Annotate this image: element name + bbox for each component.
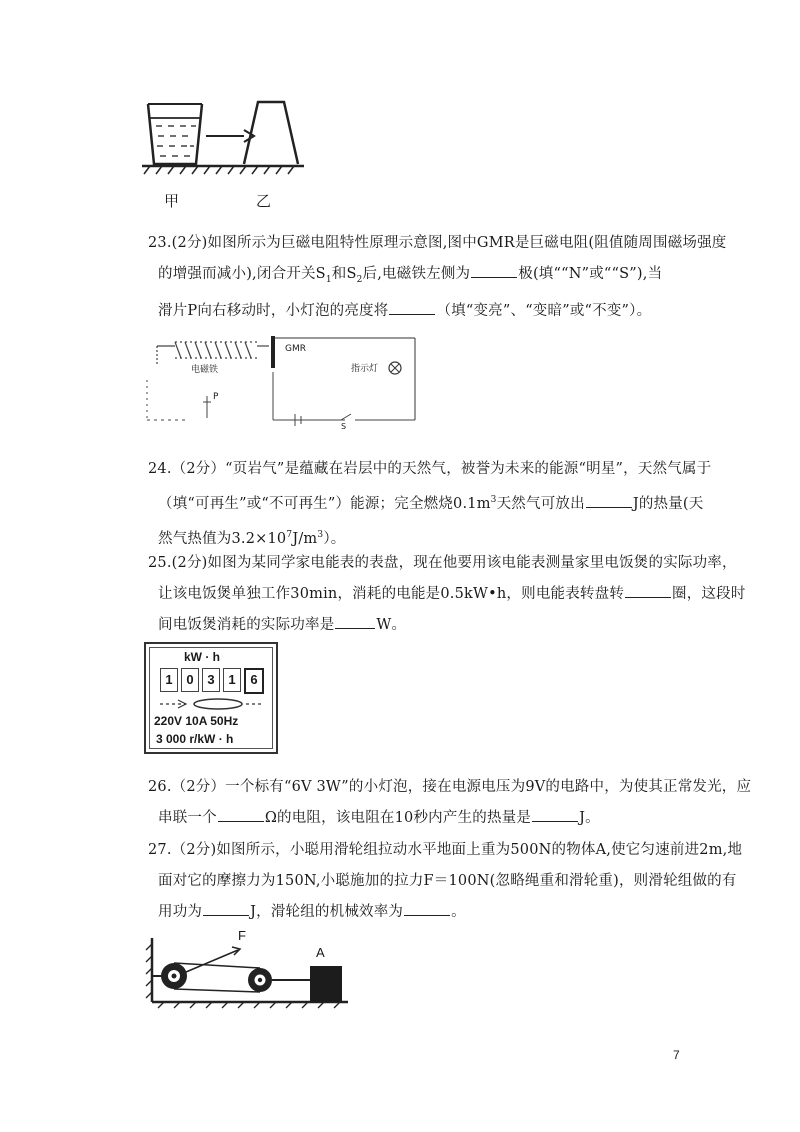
q26-line-2: 串联一个 Ω的电阻，该电阻在10秒内产生的热量是 J。 (148, 803, 688, 834)
label-jia: 甲 (164, 192, 180, 210)
fig-lamp-label: 指示灯 (351, 364, 379, 374)
answer-blank[interactable] (471, 263, 517, 278)
q24-line-2: （填“可再生”或“不可再生”）能源；完全燃烧$0.1m^3$天然气可放出 J的热量(天 (148, 485, 688, 520)
meter-rating: 220V 10A 50Hz (154, 714, 239, 728)
answer-blank[interactable] (389, 300, 435, 315)
answer-blank[interactable] (586, 493, 632, 508)
question-23 (148, 228, 727, 327)
fig-block-label: A (316, 945, 325, 960)
answer-blank[interactable] (218, 807, 264, 822)
fig-gmr-label: GMR (285, 344, 306, 354)
q27-line-3: 用功为 J，滑轮组的机械效率为 。 (148, 897, 688, 928)
meter-digit: 1 (160, 668, 178, 692)
question-24 (148, 454, 712, 555)
fig-electromagnet-label: 电磁铁 (191, 365, 219, 375)
answer-blank[interactable] (532, 807, 578, 822)
fig-p-label: P (213, 392, 219, 402)
q24-line-3: 然气热值为$3.2\times 10^7J/m^3$）。 (158, 529, 346, 547)
meter-digit: 3 (202, 668, 220, 692)
meter-digit: 1 (223, 668, 241, 692)
question-27 (148, 835, 743, 928)
q23-line-2: 的增强而减小),闭合开关$S_1$和$S_2$后,电磁铁左侧为 极(填““N”或““S”),当 (148, 259, 688, 296)
q25-line-3: 间电饭煲消耗的实际功率是 W。 (148, 610, 688, 641)
answer-blank[interactable] (203, 901, 249, 916)
meter-digit-row (160, 668, 264, 694)
meter-constant: 3 000 r/kW · h (156, 732, 234, 746)
answer-blank[interactable] (404, 901, 450, 916)
figure-electric-meter (144, 642, 278, 754)
q26-line-1: 26.（2分）一个标有“6V 3W”的小灯泡，接在电源电压为9V的电路中，为使其正常发光，应 (148, 779, 752, 795)
q25-line-1: 25.(2分)如图为某同学家电能表的表盘，现在他要用该电能表测量家里电饭煲的实际功率， (148, 555, 737, 571)
label-yi: 乙 (256, 192, 272, 210)
page-number: 7 (673, 1048, 680, 1062)
figure-cup-block (140, 92, 310, 212)
fig-s-label: S (341, 422, 347, 431)
fig-force-label: F (238, 928, 246, 943)
question-25 (148, 548, 746, 641)
q25-line-2: 让该电饭煲单独工作30min，消耗的电能是0.5kW•h，则电能表转盘转 圈，这段时 (148, 579, 688, 610)
q27-line-1: 27.（2分)如图所示，小聪用滑轮组拉动水平地面上重为500N的物体A,使它匀速前进2m,地 (148, 842, 743, 858)
q23-line-3: 滑片P向右移动时，小灯泡的亮度将 （填“变亮”、“变暗”或“不变”）。 (148, 296, 688, 327)
meter-unit: kW · h (184, 650, 220, 664)
q23-line-1: 23.(2分)如图所示为巨磁电阻特性原理示意图,图中GMR是巨磁电阻(阻值随周围磁场强度 (148, 235, 727, 251)
figure-pulley-system (144, 928, 354, 1010)
meter-rotor-icon (156, 696, 266, 712)
answer-blank[interactable] (625, 583, 671, 598)
figure-gmr-circuit (145, 332, 425, 432)
meter-digit-decimal: 6 (244, 668, 264, 694)
question-26 (148, 772, 752, 834)
meter-digit: 0 (181, 668, 199, 692)
q24-line-1: 24.（2分）“页岩气”是蕴藏在岩层中的天然气，被誉为未来的能源“明星”，天然气属于 (148, 461, 712, 477)
answer-blank[interactable] (335, 614, 375, 629)
q27-line-2: 面对它的摩擦力为150N,小聪施加的拉力F＝100N(忽略绳重和滑轮重)，则滑轮组做的有 (158, 873, 737, 889)
